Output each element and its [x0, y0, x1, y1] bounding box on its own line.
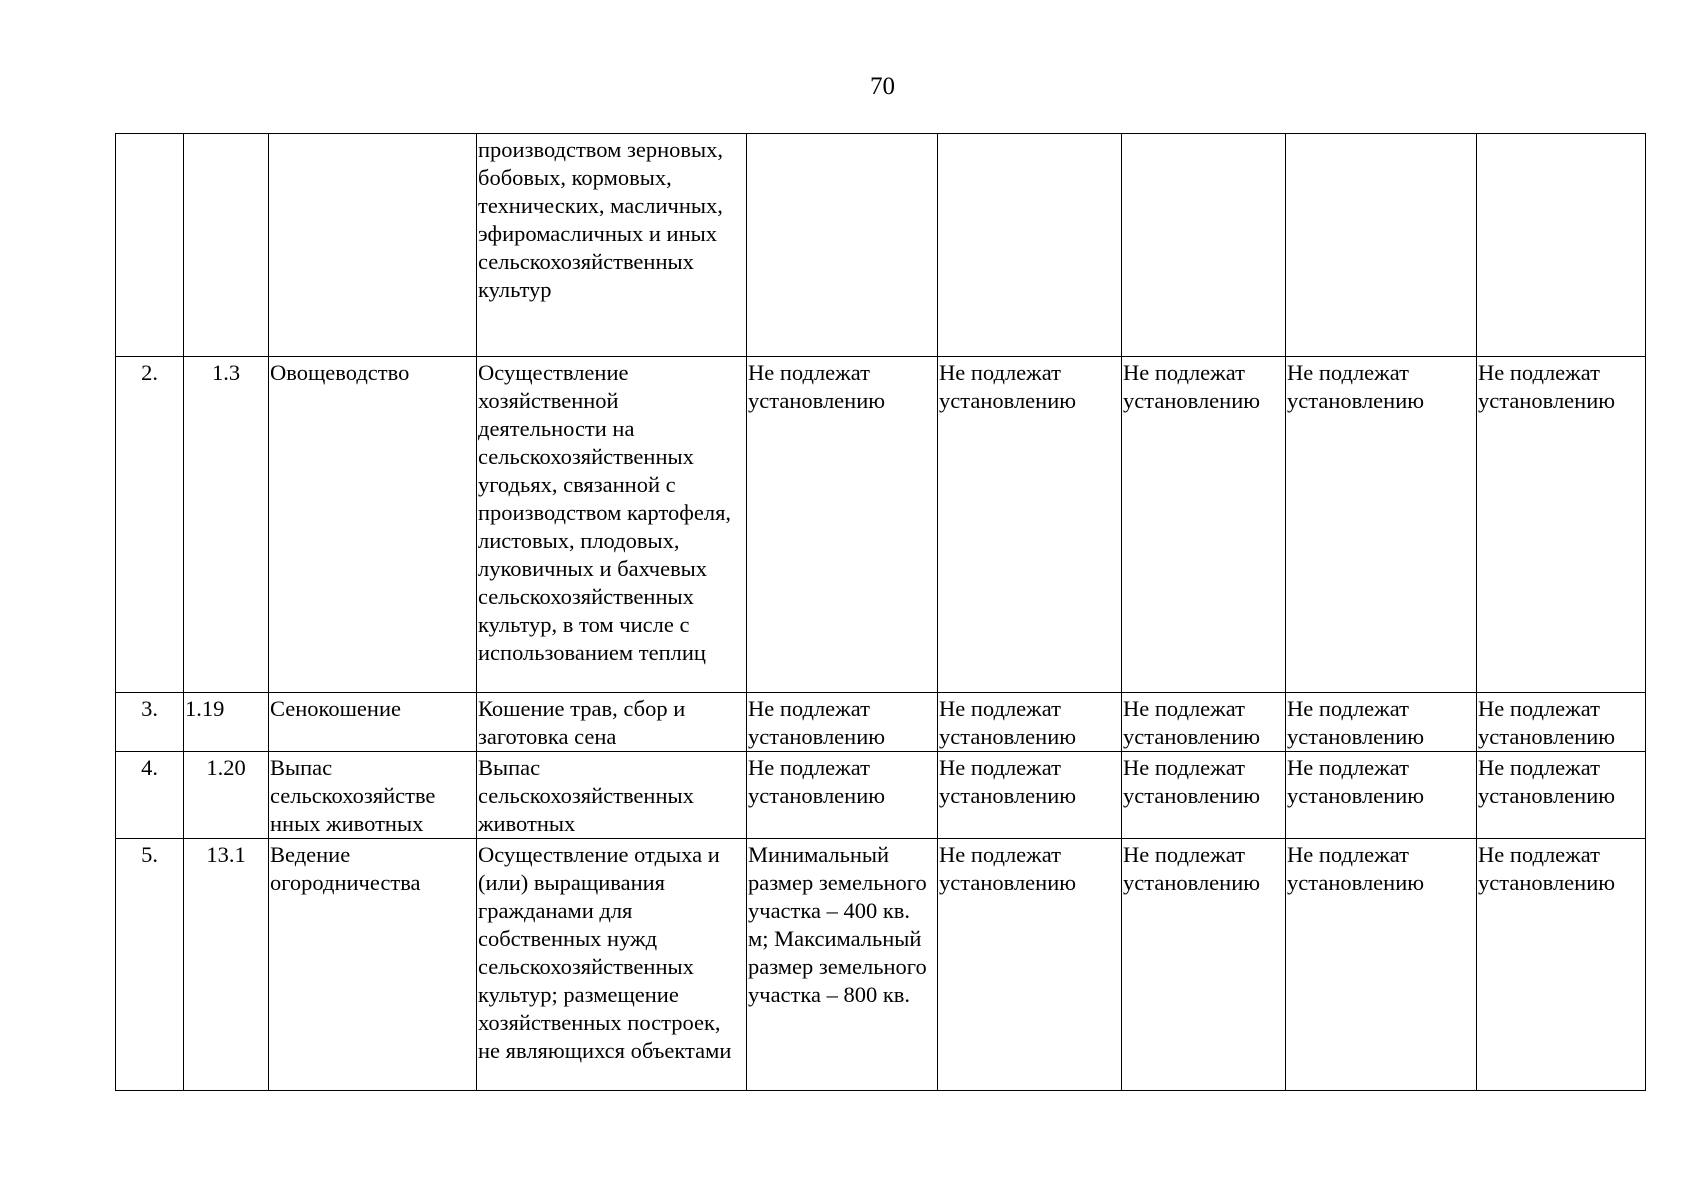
parameter-cell: Не подлежат установлению	[1477, 839, 1646, 1091]
description-cell: Осуществление отдыха и (или) выращивания гражданами для собственных нужд сельскохозяйственных культур; размещение хозяйственных построек, не являющихся объектами	[477, 839, 747, 1091]
parameter-cell: Не подлежат установлению	[1477, 752, 1646, 839]
table-row	[116, 839, 1646, 1091]
parameter-cell: Не подлежат установлению	[1122, 752, 1286, 839]
parameter-cell: Не подлежат установлению	[938, 752, 1122, 839]
parameter-cell: Не подлежат установлению	[1122, 357, 1286, 693]
description-cell: Осуществление хозяйственной деятельности на сельскохозяйственных угодьях, связанной с производством картофеля, листовых, плодовых, луковичных и бахчевых сельскохозяйственных культур, в том числе с использованием теплиц	[477, 357, 747, 693]
name-cell	[269, 134, 477, 357]
parameter-cell: Не подлежат установлению	[1477, 693, 1646, 752]
parameter-cell	[1477, 134, 1646, 357]
description-cell: Выпас сельскохозяйственных животных	[477, 752, 747, 839]
code-cell	[184, 134, 269, 357]
parameter-cell: Не подлежат установлению	[1286, 752, 1477, 839]
name-cell: Ведение огородничества	[269, 839, 477, 1091]
description-cell: производством зерновых, бобовых, кормовых, технических, масличных, эфиромасличных и иных сельскохозяйственных культур	[477, 134, 747, 357]
parameter-cell	[1122, 134, 1286, 357]
land-use-table	[115, 133, 1646, 1091]
parameter-cell	[938, 134, 1122, 357]
code-cell: 13.1	[184, 839, 269, 1091]
row-number-cell	[116, 134, 184, 357]
parameter-cell: Минимальный размер земельного участка – 400 кв. м; Максимальный размер земельного участка – 800 кв.	[747, 839, 938, 1091]
name-cell: Выпас сельскохозяйстве нных животных	[269, 752, 477, 839]
code-cell: 1.3	[184, 357, 269, 693]
parameter-cell: Не подлежат установлению	[1477, 357, 1646, 693]
parameter-cell: Не подлежат установлению	[938, 839, 1122, 1091]
parameter-cell: Не подлежат установлению	[938, 693, 1122, 752]
parameter-cell: Не подлежат установлению	[747, 752, 938, 839]
parameter-cell: Не подлежат установлению	[1286, 357, 1477, 693]
parameter-cell: Не подлежат установлению	[747, 693, 938, 752]
row-number-cell: 5.	[116, 839, 184, 1091]
row-number-cell: 3.	[116, 693, 184, 752]
parameter-cell: Не подлежат установлению	[1122, 839, 1286, 1091]
table-row	[116, 357, 1646, 693]
parameter-cell: Не подлежат установлению	[1286, 839, 1477, 1091]
parameter-cell: Не подлежат установлению	[1122, 693, 1286, 752]
row-number-cell: 4.	[116, 752, 184, 839]
name-cell: Сенокошение	[269, 693, 477, 752]
name-cell: Овощеводство	[269, 357, 477, 693]
description-cell: Кошение трав, сбор и заготовка сена	[477, 693, 747, 752]
code-cell: 1.20	[184, 752, 269, 839]
parameter-cell: Не подлежат установлению	[1286, 693, 1477, 752]
page-number: 70	[870, 73, 895, 100]
parameter-cell	[1286, 134, 1477, 357]
table-row	[116, 752, 1646, 839]
table-row	[116, 693, 1646, 752]
parameter-cell	[747, 134, 938, 357]
parameter-cell: Не подлежат установлению	[747, 357, 938, 693]
parameter-cell: Не подлежат установлению	[938, 357, 1122, 693]
table-row	[116, 134, 1646, 357]
code-cell: 1.19	[184, 693, 269, 752]
row-number-cell: 2.	[116, 357, 184, 693]
